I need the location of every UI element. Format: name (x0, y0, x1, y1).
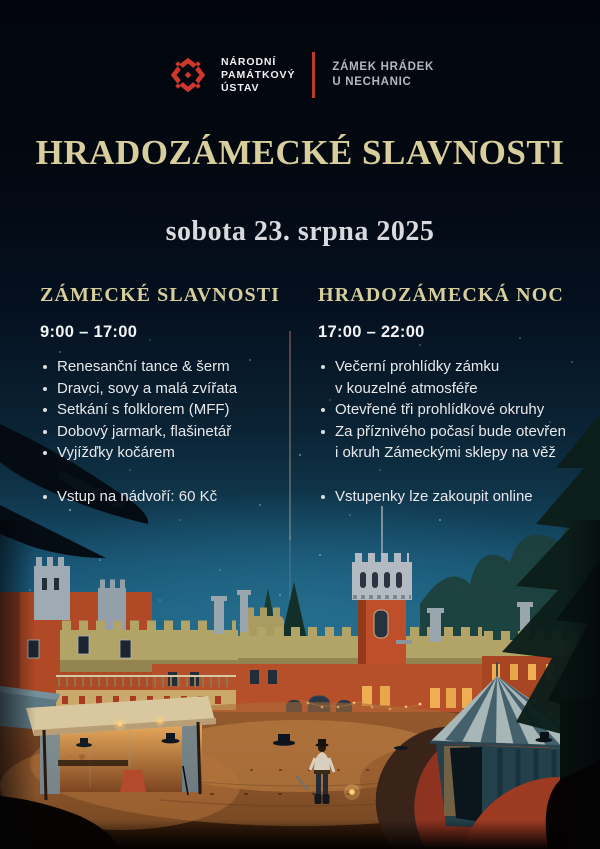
tickets-note: Vstupenky lze zakoupit online (318, 486, 580, 508)
bullet-icon (321, 495, 325, 499)
bullet-icon (43, 387, 47, 391)
list-item: Za příznivého počasí bude otevřen i okruh Zámeckými sklepy na věž (318, 421, 580, 464)
column-day-program (40, 283, 290, 507)
column-heading: HRADOZÁMECKÁ NOC (318, 284, 564, 306)
list-item: Renesanční tance & šerm (40, 356, 290, 378)
time-range: 17:00 – 22:00 (318, 323, 425, 341)
bullet-icon (43, 495, 47, 499)
poster-title: HRADOZÁMECKÉ SLAVNOSTI (35, 133, 565, 172)
brand-bar (0, 52, 600, 98)
brand-divider (312, 52, 315, 98)
column-divider (289, 331, 291, 540)
left-turret (34, 566, 70, 620)
event-list (40, 356, 290, 507)
bullet-icon (321, 430, 325, 434)
admission-note: Vstup na nádvoří: 60 Kč (40, 486, 290, 508)
bullet-icon (43, 408, 47, 412)
list-item: Otevřené tři prohlídkové okruhy (318, 399, 580, 421)
event-list (318, 356, 580, 507)
list-item: Vyjížďky kočárem (40, 442, 290, 464)
event-date: sobota 23. srpna 2025 (165, 216, 435, 247)
list-item: Dravci, sovy a malá zvířata (40, 378, 290, 400)
column-heading: ZÁMECKÉ SLAVNOSTI (40, 284, 281, 306)
bullet-icon (43, 451, 47, 455)
bullet-icon (321, 408, 325, 412)
list-item: Dobový jarmark, flašinetář (40, 421, 290, 443)
list-item: Večerní prohlídky zámku v kouzelné atmosféře (318, 356, 580, 399)
site-name: ZÁMEK HRÁDEK U NECHANIC (332, 61, 435, 88)
bullet-icon (43, 365, 47, 369)
list-item: Setkání s folklorem (MFF) (40, 399, 290, 421)
time-range: 9:00 – 17:00 (40, 323, 138, 341)
org-name: NÁRODNÍ PAMÁTKOVÝ ÚSTAV (220, 55, 296, 94)
bullet-icon (43, 430, 47, 434)
bullet-icon (321, 365, 325, 369)
npu-logo-icon (166, 53, 210, 97)
program-columns (40, 283, 580, 507)
column-night-program (318, 283, 580, 507)
